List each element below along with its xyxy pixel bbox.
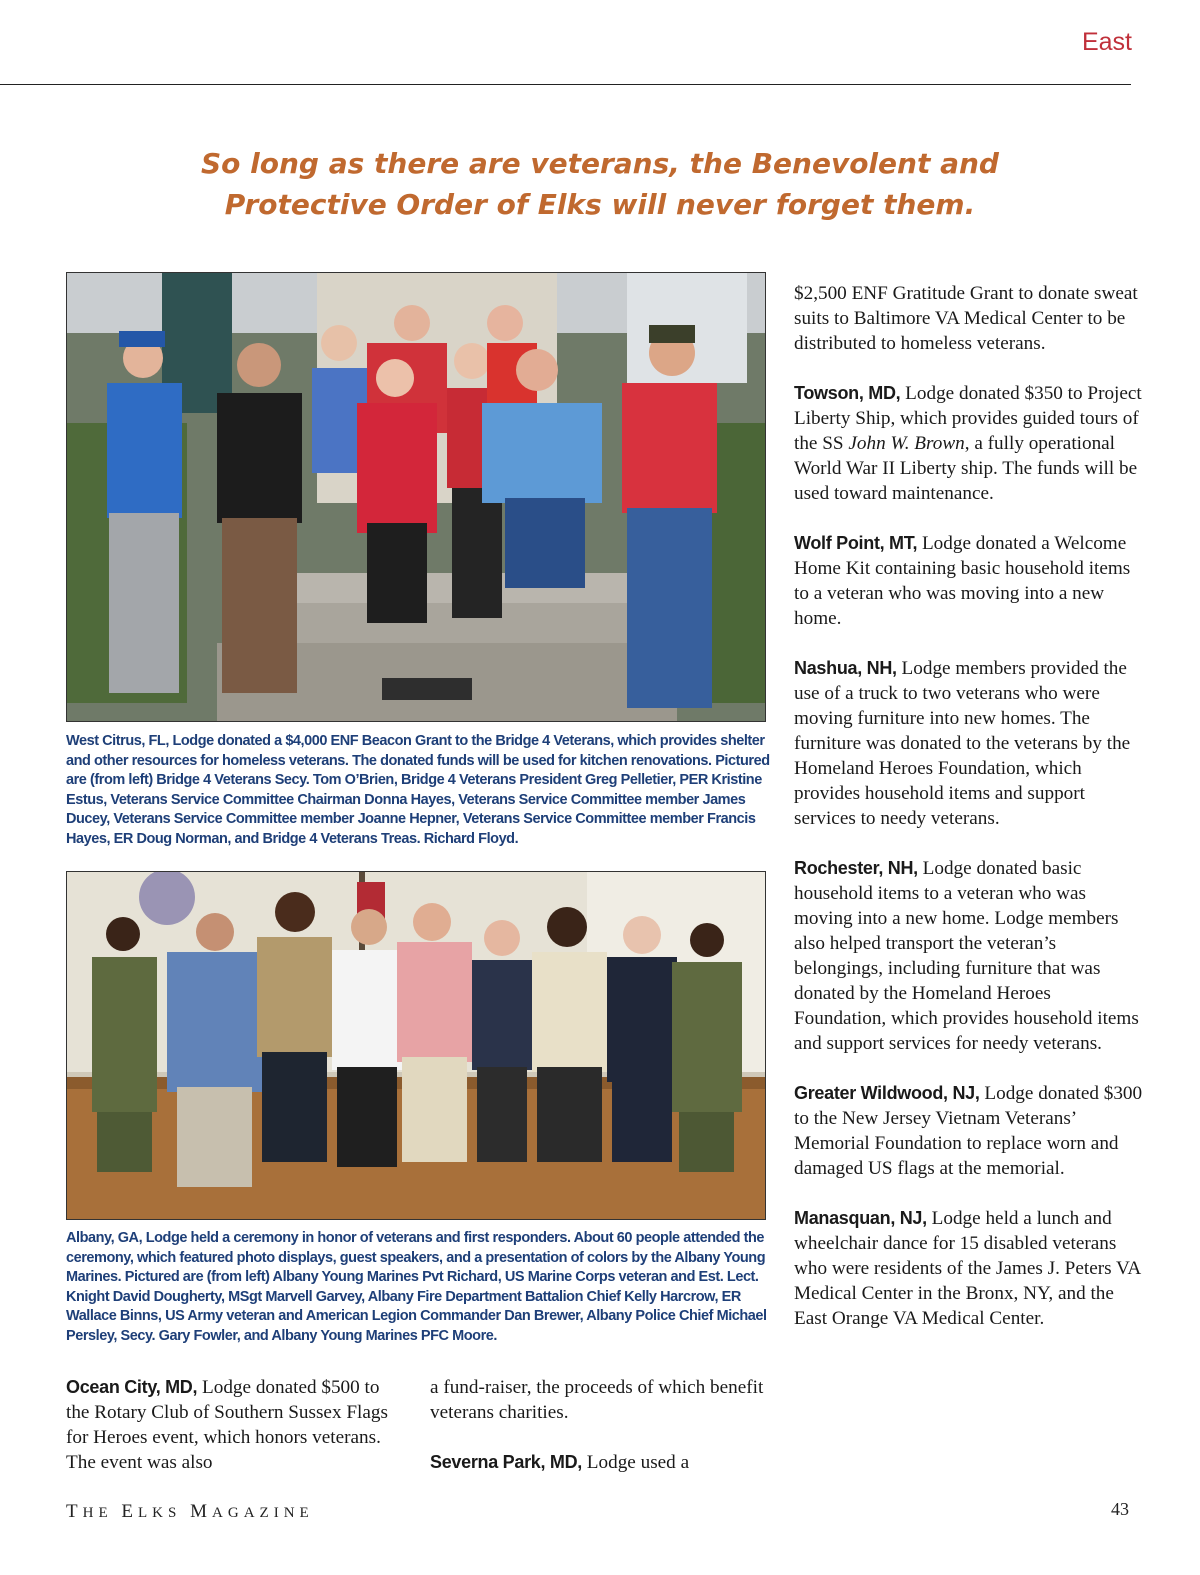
item-text: Lodge used a	[581, 1452, 690, 1473]
item-lead: Towson, MD,	[794, 383, 901, 403]
section-tag: East	[1081, 28, 1132, 56]
page-number: 43	[1111, 1499, 1129, 1519]
ship-name: John W. Brown	[848, 433, 965, 454]
item-lead: Manasquan, NJ,	[794, 1208, 927, 1228]
severna-park-item	[430, 1450, 770, 1475]
right-column	[794, 281, 1144, 1356]
item-lead: Severna Park, MD,	[430, 1452, 582, 1472]
rochester-item	[794, 856, 1144, 1056]
caption-text: Lodge held a ceremony in honor of veterans and first responders. About 60 people attended the ceremony, which featured photo displays, guest speakers, and a presentation of colors by the Albany Young Marines. Pictured are (from left) Albany Young Marines Pvt Richard, US Marine Corps veteran and Est. Lect. Knight David Dougherty, MSgt Marvell Garvey, Albany Fire Department Battalion Chief Kelly Harcrow, ER Wallace Binns, US Army veteran and American Legion Commander Dan Brewer, Albany Police Chief Michael Persley, Secy. Gary Fowler, and Albany Young Marines PFC Moore.	[66, 1230, 767, 1344]
wolf-point-item	[794, 531, 1144, 631]
item-text: Lodge donated a Welcome Home Kit containing basic household items to a veteran who was moving into a new home.	[794, 533, 1131, 629]
headline-line-1: So long as there are veterans, the Benevolent and	[201, 147, 999, 180]
west-citrus-group-photo	[66, 272, 766, 722]
albany-caption	[66, 1229, 771, 1346]
ocean-city-item	[66, 1375, 406, 1475]
manasquan-item	[794, 1206, 1144, 1331]
page-headline	[150, 143, 1050, 225]
item-lead: Ocean City, MD,	[66, 1377, 198, 1397]
caption-lead: West Citrus, FL,	[66, 733, 169, 749]
item-text: Lodge donated $500 to the Rotary Club of Southern Sussex Flags for Heroes event, which honors veterans. The event was also	[66, 1377, 388, 1473]
severna-park-continuation: $2,500 ENF Gratitude Grant to donate sweat suits to Baltimore VA Medical Center to be distributed to homeless veterans.	[794, 283, 1138, 354]
item-lead: Wolf Point, MT,	[794, 533, 918, 553]
item-lead: Nashua, NH,	[794, 658, 897, 678]
caption-lead: Albany, GA,	[66, 1230, 143, 1246]
west-citrus-caption	[66, 732, 771, 849]
item-text: Lodge donated basic household items to a veteran who was moving into a new home. Lodge members also helped transport the veteran’s belongings, including furniture that was donated by the Homeland Heroes Foundation, which provides household items and support services for needy veterans.	[794, 858, 1139, 1054]
item-text: Lodge held a lunch and wheelchair dance for 15 disabled veterans who were residents of the James J. Peters VA Medical Center in the Bronx, NY, and the East Orange VA Medical Center.	[794, 1208, 1141, 1329]
bottom-left-column	[66, 1375, 406, 1475]
item-lead: Rochester, NH,	[794, 858, 918, 878]
item-text: , a fully operational World War II Liberty ship. The funds will be used toward maintenance.	[794, 433, 1138, 504]
item-text: Lodge members provided the use of a truck to two veterans who were moving furniture into new homes. The furniture was donated to the veterans by the Homeland Heroes Foundation, which provides household items and support services to needy veterans.	[794, 658, 1131, 829]
bottom-middle-column	[430, 1375, 770, 1475]
magazine-title: THE ELKS MAGAZINE	[66, 1501, 314, 1522]
header-rule	[0, 84, 1131, 85]
albany-group-photo	[66, 871, 766, 1220]
ocean-city-continuation: a fund-raiser, the proceeds of which benefit veterans charities.	[430, 1377, 764, 1423]
caption-text: Lodge donated a $4,000 ENF Beacon Grant to the Bridge 4 Veterans, which provides shelter and other resources for homeless veterans. The donated funds will be used for kitchen renovations. Pictured are (from left) Bridge 4 Veterans Secy. Tom O’Brien, Bridge 4 Veterans President Greg Pelletier, PER Kristine Estus, Veterans Service Committee Chairman Donna Hayes, Veterans Service Committee member James Ducey, Veterans Service Committee member Joanne Hepner, Veterans Service Committee member Francis Hayes, ER Doug Norman, and Bridge 4 Veterans Treas. Richard Floyd.	[66, 733, 770, 847]
item-lead: Greater Wildwood, NJ,	[794, 1083, 980, 1103]
greater-wildwood-item	[794, 1081, 1144, 1181]
towson-item	[794, 381, 1144, 506]
item-text: Lodge donated $350 to Project Liberty Ship, which provides guided tours of the SS	[794, 383, 1142, 454]
item-text: Lodge donated $300 to the New Jersey Vietnam Veterans’ Memorial Foundation to replace worn and damaged US flags at the memorial.	[794, 1083, 1143, 1179]
headline-line-2: Protective Order of Elks will never forget them.	[224, 188, 976, 221]
nashua-item	[794, 656, 1144, 831]
magazine-name	[66, 1501, 314, 1523]
